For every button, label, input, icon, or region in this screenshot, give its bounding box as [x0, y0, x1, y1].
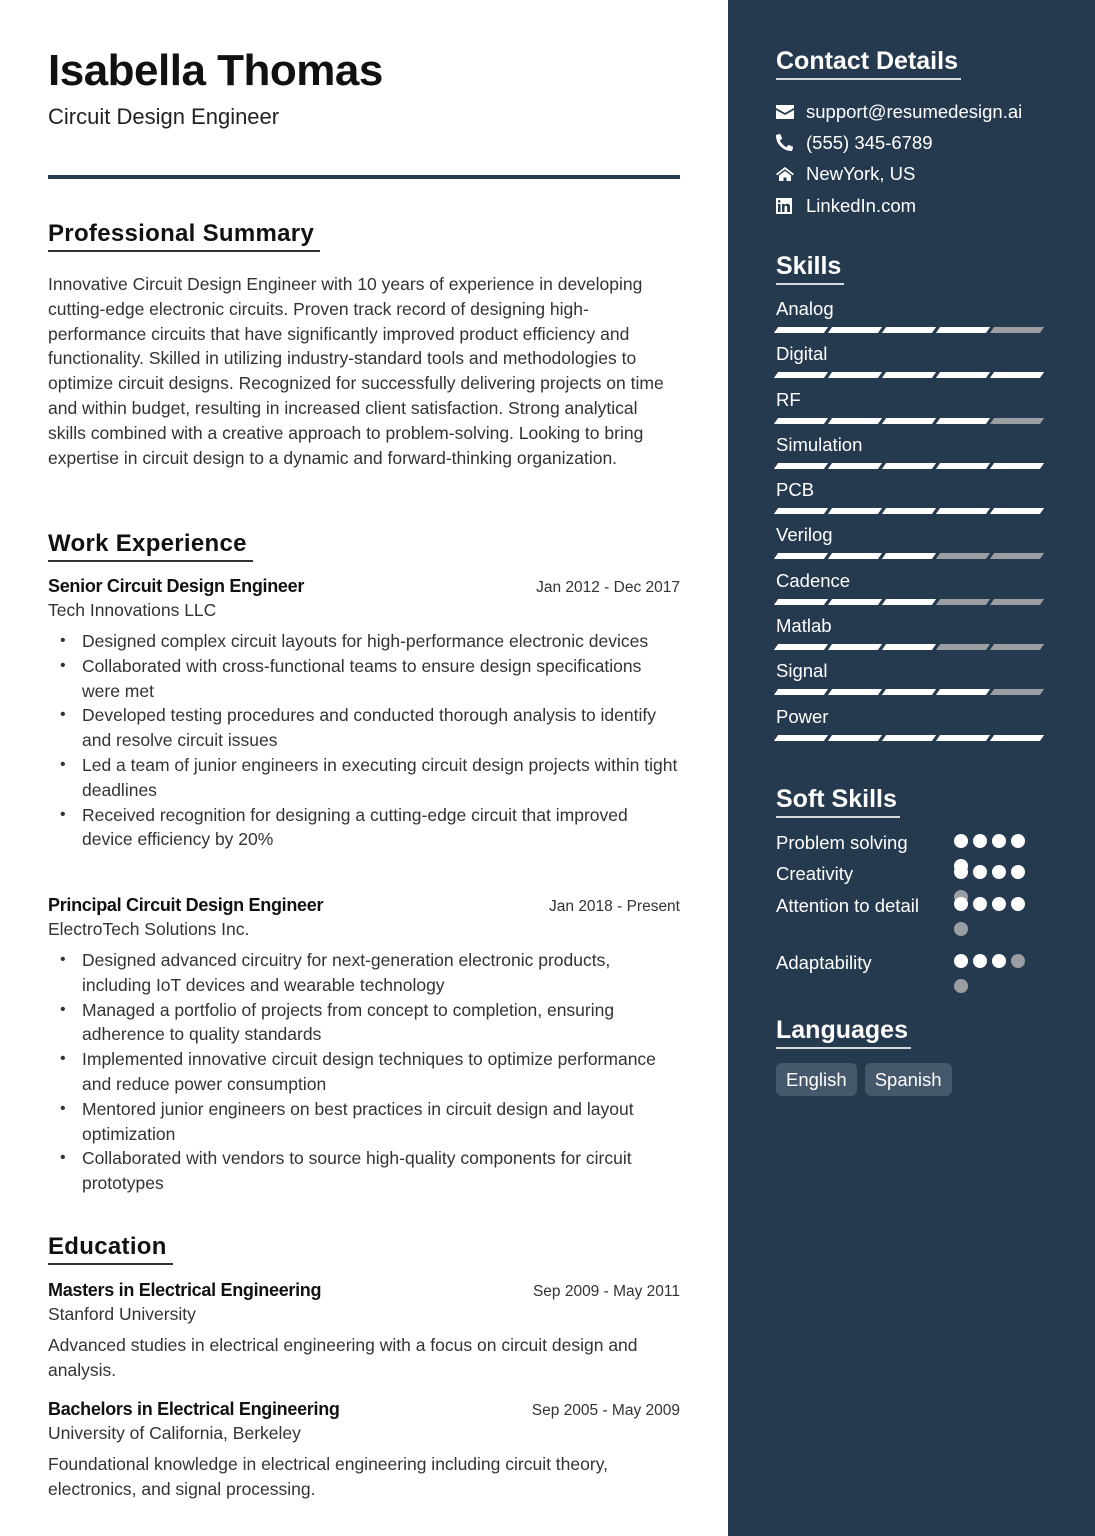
skill-label: Power: [776, 705, 829, 727]
skill-rating-bar: [776, 689, 1046, 695]
soft-skill-item: [776, 861, 1056, 893]
rating-segment: [936, 735, 990, 741]
education-heading: Education: [48, 1233, 173, 1265]
skill-rating-bar: [776, 327, 1046, 333]
rating-dot: [1011, 865, 1025, 879]
skill-rating-bar: [776, 735, 1046, 741]
rating-segment: [828, 372, 882, 378]
soft-skill-item: [776, 893, 1056, 950]
skill-rating-bar: [776, 418, 1046, 424]
skill-item: [776, 704, 1046, 749]
rating-segment: [990, 599, 1044, 605]
candidate-title: Circuit Design Engineer: [48, 104, 280, 129]
job-dates: Jan 2012 - Dec 2017: [536, 579, 680, 596]
rating-segment: [990, 418, 1044, 424]
soft-skill-label: Attention to detail: [776, 895, 919, 916]
rating-segment: [882, 735, 936, 741]
rating-dot: [973, 834, 987, 848]
job-entry: [48, 895, 680, 1196]
rating-dot: [992, 897, 1006, 911]
education-entry: [48, 1399, 680, 1502]
rating-segment: [828, 599, 882, 605]
skill-item: [776, 658, 1046, 703]
education-description: Foundational knowledge in electrical engineering including circuit theory, electronics, and signal processing.: [48, 1454, 609, 1499]
job-bullet: • Collaborated with cross-functional teams to ensure design specifications were met: [48, 654, 680, 704]
rating-dot: [1011, 954, 1025, 968]
contact-phone-text: (555) 345-6789: [806, 131, 933, 153]
rating-segment: [774, 327, 828, 333]
job-bullet: • Designed complex circuit layouts for high-performance electronic devices: [48, 629, 680, 654]
rating-segment: [882, 372, 936, 378]
rating-segment: [990, 735, 1044, 741]
rating-segment: [828, 735, 882, 741]
language-chip: English: [776, 1063, 857, 1096]
job-bullet: • Implemented innovative circuit design techniques to optimize performance and reduce power consumption: [48, 1047, 680, 1097]
rating-segment: [936, 599, 990, 605]
candidate-name: Isabella Thomas: [48, 46, 383, 95]
rating-segment: [828, 644, 882, 650]
skills-list: [776, 296, 1046, 749]
soft-skill-item: [776, 950, 1056, 990]
education-dates: Sep 2009 - May 2011: [532, 1283, 680, 1300]
rating-dot: [992, 834, 1006, 848]
rating-segment: [828, 508, 882, 514]
skill-item: [776, 432, 1046, 477]
skill-item: [776, 296, 1046, 341]
school: University of California, Berkeley: [48, 1423, 301, 1443]
rating-segment: [882, 327, 936, 333]
job-bullet: • Led a team of junior engineers in executing circuit design projects within tight deadlines: [48, 753, 680, 803]
rating-segment: [990, 372, 1044, 378]
skill-label: Verilog: [776, 524, 833, 546]
skill-label: Analog: [776, 298, 834, 319]
rating-segment: [774, 418, 828, 424]
contact-phone[interactable]: [776, 127, 1022, 158]
envelope-icon: [776, 105, 806, 119]
rating-segment: [882, 599, 936, 605]
skill-item: [776, 387, 1046, 432]
rating-dot: [954, 834, 968, 848]
job-bullet: • Managed a portfolio of projects from concept to completion, ensuring adherence to quality standards: [48, 998, 680, 1048]
home-icon: [776, 167, 806, 181]
rating-segment: [990, 553, 1044, 559]
job-bullets: [48, 948, 680, 1196]
job-role: Principal Circuit Design Engineer: [48, 895, 324, 915]
rating-dot: [973, 954, 987, 968]
skill-label: Digital: [776, 343, 828, 365]
rating-segment: [774, 689, 828, 695]
rating-segment: [936, 553, 990, 559]
skill-item: [776, 477, 1046, 522]
rating-dot: [1011, 897, 1025, 911]
rating-dot: [1011, 834, 1025, 848]
degree: Bachelors in Electrical Engineering: [48, 1399, 340, 1419]
school: Stanford University: [48, 1304, 196, 1324]
rating-dot: [992, 954, 1006, 968]
job-bullet: • Collaborated with vendors to source high-quality components for circuit prototypes: [48, 1146, 680, 1196]
language-chip: Spanish: [865, 1063, 952, 1096]
header-divider: [48, 175, 680, 179]
skill-item: [776, 341, 1046, 386]
job-bullets: [48, 629, 680, 852]
rating-segment: [936, 508, 990, 514]
skill-label: RF: [776, 388, 801, 410]
contact-list: [776, 96, 1022, 221]
skill-rating-bar: [776, 644, 1046, 650]
skill-label: Simulation: [776, 433, 863, 455]
soft-skill-rating: [954, 830, 1034, 861]
rating-segment: [990, 508, 1044, 514]
soft-skills-heading: Soft Skills: [776, 785, 900, 818]
job-role: Senior Circuit Design Engineer: [48, 576, 305, 596]
rating-segment: [774, 372, 828, 378]
job-company: ElectroTech Solutions Inc.: [48, 919, 250, 939]
rating-dot: [954, 897, 968, 911]
rating-segment: [828, 418, 882, 424]
skill-rating-bar: [776, 372, 1046, 378]
summary-text: Innovative Circuit Design Engineer with 10 years of experience in developing cutting-edge electronic circuits. Proven track record of designing high-performance circuits that have significantly improved product efficiency and functionality. Skilled in utilizing industry-standard tools and methodologies to optimize circuit designs. Recognized for successfully delivering projects on time and within budget, resulting in increased client satisfaction. Strong analytical skills combined with a creative approach to problem-solving. Looking to bring expertise in circuit design to a dynamic and forward-thinking organization.: [48, 274, 664, 468]
degree: Masters in Electrical Engineering: [48, 1280, 322, 1300]
experience-heading: Work Experience: [48, 530, 253, 562]
rating-segment: [882, 689, 936, 695]
rating-segment: [936, 463, 990, 469]
rating-segment: [882, 553, 936, 559]
contact-heading: Contact Details: [776, 47, 961, 80]
soft-skill-label: Problem solving: [776, 832, 908, 853]
contact-location-text: NewYork, US: [806, 163, 916, 185]
rating-dot: [954, 865, 968, 879]
soft-skills-list: [776, 830, 1056, 990]
job-bullet: • Received recognition for designing a cutting-edge circuit that improved device efficiency by 20%: [48, 803, 680, 853]
rating-segment: [936, 689, 990, 695]
skill-label: Matlab: [776, 615, 832, 637]
rating-dot: [954, 979, 968, 993]
rating-segment: [882, 508, 936, 514]
soft-skill-label: Adaptability: [776, 952, 872, 973]
skill-item: [776, 522, 1046, 567]
rating-segment: [990, 644, 1044, 650]
rating-segment: [828, 463, 882, 469]
skill-rating-bar: [776, 553, 1046, 559]
rating-segment: [774, 463, 828, 469]
education-dates: Sep 2005 - May 2009: [531, 1402, 680, 1419]
contact-email-text: support@resumedesign.ai: [806, 100, 1023, 122]
job-bullet: • Designed advanced circuitry for next-generation electronic products, including IoT devices and wearable technology: [48, 948, 680, 998]
job-entry: [48, 576, 680, 852]
languages-heading: Languages: [776, 1016, 911, 1049]
contact-linkedin-text: LinkedIn.com: [806, 194, 917, 216]
job-company: Tech Innovations LLC: [48, 600, 217, 620]
rating-segment: [882, 463, 936, 469]
rating-dot: [954, 922, 968, 936]
skill-label: Cadence: [776, 569, 851, 591]
skill-rating-bar: [776, 599, 1046, 605]
job-bullet: • Mentored junior engineers on best practices in circuit design and layout optimization: [48, 1097, 680, 1147]
skill-label: Signal: [776, 660, 828, 682]
linkedin-icon: [776, 198, 806, 214]
rating-segment: [936, 372, 990, 378]
sidebar: [728, 0, 1095, 1536]
rating-segment: [828, 689, 882, 695]
soft-skill-label: Creativity: [776, 863, 854, 884]
skill-item: [776, 613, 1046, 658]
skill-item: [776, 568, 1046, 613]
skill-label: PCB: [776, 479, 815, 501]
rating-segment: [882, 644, 936, 650]
job-bullet: • Developed testing procedures and conducted thorough analysis to identify and resolve circuit issues: [48, 703, 680, 753]
soft-skill-rating: [954, 893, 1034, 950]
rating-segment: [990, 463, 1044, 469]
soft-skill-rating: [954, 950, 1034, 990]
rating-segment: [936, 418, 990, 424]
rating-segment: [774, 599, 828, 605]
rating-segment: [774, 735, 828, 741]
phone-icon: [776, 134, 806, 151]
contact-location: [776, 159, 1022, 190]
summary-heading: Professional Summary: [48, 220, 320, 252]
rating-segment: [936, 327, 990, 333]
rating-dot: [992, 865, 1006, 879]
job-dates: Jan 2018 - Present: [549, 898, 680, 915]
soft-skill-rating: [954, 861, 1034, 893]
rating-segment: [882, 418, 936, 424]
rating-segment: [774, 644, 828, 650]
skills-heading: Skills: [776, 252, 844, 285]
education-description: Advanced studies in electrical engineering with a focus on circuit design and analysis.: [48, 1335, 638, 1380]
contact-linkedin[interactable]: [776, 190, 1022, 221]
soft-skill-item: [776, 830, 1056, 861]
rating-segment: [774, 508, 828, 514]
rating-segment: [936, 644, 990, 650]
rating-segment: [774, 553, 828, 559]
rating-dot: [973, 897, 987, 911]
contact-email[interactable]: [776, 96, 1022, 127]
skill-rating-bar: [776, 508, 1046, 514]
education-entry: [48, 1280, 680, 1383]
skill-rating-bar: [776, 463, 1046, 469]
rating-segment: [990, 689, 1044, 695]
languages-list: [776, 1063, 952, 1096]
rating-segment: [990, 327, 1044, 333]
rating-dot: [954, 954, 968, 968]
rating-segment: [828, 327, 882, 333]
rating-dot: [973, 865, 987, 879]
rating-segment: [828, 553, 882, 559]
